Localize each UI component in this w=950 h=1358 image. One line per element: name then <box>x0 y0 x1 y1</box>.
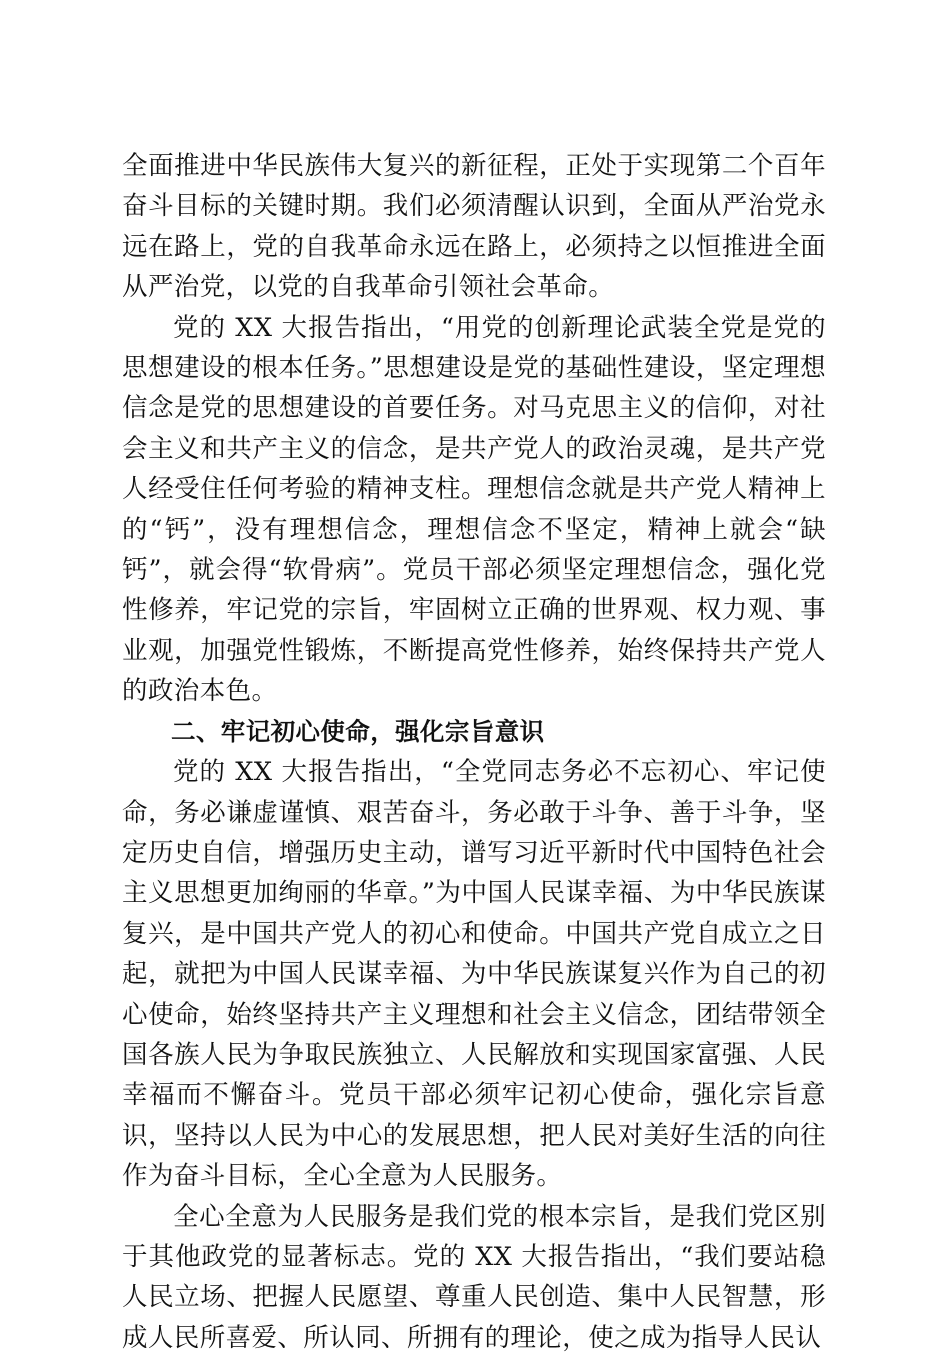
paragraph-ideals: 党的 XX 大报告指出，“用党的创新理论武装全党是党的思想建设的根本任务。”思想建设是党的基础性建设，坚定理想信念是党的思想建设的首要任务。对马克思主义的信仰，对社会主义和共产主义的信念，是共产党人的政治灵魂，是共产党人经受住任何考验的精神支柱。理想信念就是共产党人精神上的“钙”，没有理想信念，理想信念不坚定，精神上就会“缺钙”，就会得“软骨病”。党员干部必须坚定理想信念，强化党性修养，牢记党的宗旨，牢固树立正确的世界观、权力观、事业观，加强党性锻炼，不断提高党性修养，始终保持共产党人的政治本色。 <box>122 312 826 707</box>
section-heading-2: 二、牢记初心使命，强化宗旨意识 <box>171 716 545 746</box>
paragraph-serve-people: 全心全意为人民服务是我们党的根本宗旨，是我们党区别于其他政党的显著标志。党的 XX 大报告指出，“我们要站稳人民立场、把握人民愿望、尊重人民创造、集中人民智慧，形成人民所喜爱、所认同、所拥有的理论，使之成为指导人民认 <box>122 1201 826 1353</box>
paragraph-mission: 党的 XX 大报告指出，“全党同志务必不忘初心、牢记使命，务必谦虚谨慎、艰苦奋斗，务必敢于斗争、善于斗争，坚定历史自信，增强历史主动，谱写习近平新时代中国特色社会主义思想更加绚丽的华章。”为中国人民谋幸福、为中华民族谋复兴，是中国共产党人的初心和使命。中国共产党自成立之日起，就把为中国人民谋幸福、为中华民族谋复兴作为自己的初心使命，始终坚持共产主义理想和社会主义信念，团结带领全国各族人民为争取民族独立、人民解放和实现国家富强、人民幸福而不懈奋斗。党员干部必须牢记初心使命，强化宗旨意识，坚持以人民为中心的发展思想，把人民对美好生活的向往作为奋斗目标，全心全意为人民服务。 <box>122 757 826 1192</box>
document-body <box>122 146 826 1358</box>
paragraph-intro: 全面推进中华民族伟大复兴的新征程，正处于实现第二个百年奋斗目标的关键时期。我们必须清醒认识到，全面从严治党永远在路上，党的自我革命永远在路上，必须持之以恒推进全面从严治党，以党的自我革命引领社会革命。 <box>122 151 826 303</box>
